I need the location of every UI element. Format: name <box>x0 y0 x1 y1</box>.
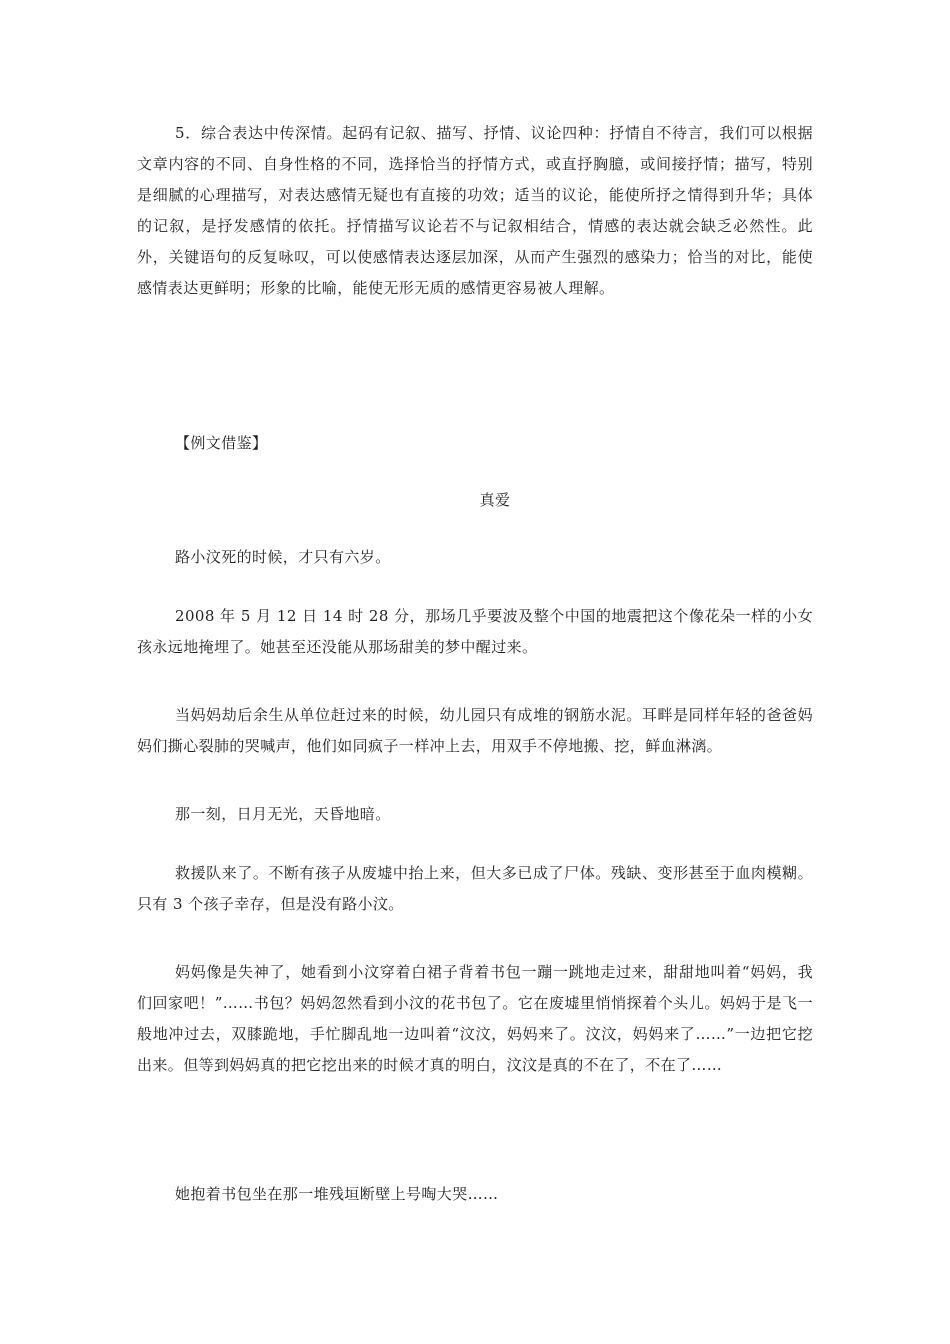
section-heading-example: 【例文借鉴】 <box>175 434 268 452</box>
paragraph-earthquake: 2008 年 5 月 12 日 14 时 28 分，那场几乎要波及整个中国的地震把这个像花朵一样的小女孩永远地掩埋了。她甚至还没能从那场甜美的梦中醒过来。 <box>137 607 813 656</box>
paragraph-mother-arrives: 当妈妈劫后余生从单位赶过来的时候，幼儿园只有成堆的钢筋水泥。耳畔是同样年轻的爸爸妈妈们撕心裂肺的哭喊声，他们如同疯子一样冲上去，用双手不停地搬、挖，鲜血淋漓。 <box>137 706 813 755</box>
paragraph-rescue-team: 救援队来了。不断有孩子从废墟中抬上来，但大多已成了尸体。残缺、变形甚至于血肉模糊。只有 3 个孩子幸存，但是没有路小汶。 <box>137 864 813 913</box>
paragraph-expression-technique: 5．综合表达中传深情。起码有记叙、描写、抒情、议论四种：抒情自不待言，我们可以根据文章内容的不同、自身性格的不同，选择恰当的抒情方式，或直抒胸臆，或间接抒情；描写，特别是细腻的心理描写，对表达感情无疑也有直接的功效；适当的议论，能使所抒之情得到升华；具体的记叙，是抒发感情的依托。抒情描写议论若不与记叙相结合，情感的表达就会缺乏必然性。此外，关键语句的反复咏叹，可以使感情表达逐层加深，从而产生强烈的感染力；恰当的对比，能使感情表达更鲜明；形象的比喻，能使无形无质的感情更容易被人理解。 <box>137 124 813 297</box>
essay-title: 真爱 <box>479 491 511 509</box>
paragraph-darkness: 那一刻，日月无光，天昏地暗。 <box>175 805 391 823</box>
paragraph-opening: 路小汶死的时候，才只有六岁。 <box>175 548 391 566</box>
paragraph-schoolbag: 妈妈像是失神了，她看到小汶穿着白裙子背着书包一蹦一跳地走过来，甜甜地叫着“妈妈，我们回家吧！”……书包？妈妈忽然看到小汶的花书包了。它在废墟里悄悄探着个头儿。妈妈于是飞一般地冲过去，双膝跪地，手忙脚乱地一边叫着“汶汶，妈妈来了。汶汶，妈妈来了……”一边把它挖出来。但等到妈妈真的把它挖出来的时候才真的明白，汶汶是真的不在了，不在了…… <box>137 963 813 1074</box>
paragraph-crying: 她抱着书包坐在那一堆残垣断壁上号啕大哭…… <box>175 1185 499 1203</box>
